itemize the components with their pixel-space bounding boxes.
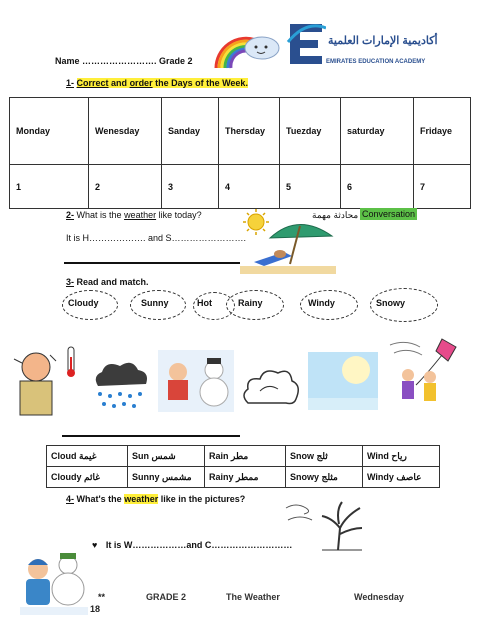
- word-and: and: [108, 78, 130, 88]
- writing-line: [64, 262, 240, 264]
- question-4-heading: [66, 494, 245, 504]
- footer-topic: The Weather: [226, 592, 280, 602]
- day-cell: Thersday: [219, 98, 280, 165]
- heart-bullet-icon: ♥: [92, 540, 98, 550]
- word-weather-highlight: weather: [124, 494, 159, 504]
- question-2-heading: [66, 210, 202, 220]
- match-word-snowy: Snowy: [376, 298, 406, 308]
- vocab-cell: Snowy مثلج: [286, 467, 363, 488]
- days-row: [10, 98, 471, 165]
- question-4-prefix: What's the: [76, 494, 125, 504]
- vocab-cell: Rainy ممطر: [205, 467, 286, 488]
- question-3-heading: [66, 277, 149, 287]
- snowman-children-illustration: [20, 545, 88, 615]
- rainbow-cloud-illustration: [210, 28, 282, 70]
- question-3-title: Read and match.: [76, 277, 149, 287]
- vocab-cell: Windy عاصف: [363, 467, 440, 488]
- conversation-label: Conversation: [362, 209, 416, 219]
- number-cell: 6: [341, 165, 414, 209]
- academy-logo-icon: [286, 18, 326, 68]
- vocabulary-row: [47, 467, 440, 488]
- match-word-windy: Windy: [308, 298, 335, 308]
- number-cell: 4: [219, 165, 280, 209]
- match-word-cloudy: Cloudy: [68, 298, 99, 308]
- word-weather: weather: [124, 210, 157, 220]
- match-word-hot: Hot: [197, 298, 212, 308]
- question-2-number: 2-: [66, 210, 75, 220]
- day-cell: Monday: [10, 98, 89, 165]
- cloud-outline-illustration: [240, 365, 302, 409]
- question-1-number: 1-: [66, 78, 75, 88]
- windy-children-kite-illustration: [386, 335, 466, 407]
- vocab-cell: Sunny مشمس: [128, 467, 205, 488]
- arabic-conversation-label: محادثة مهمة: [312, 210, 359, 220]
- vocab-cell: Sun شمس: [128, 446, 205, 467]
- match-word-sunny: Sunny: [141, 298, 169, 308]
- number-cell: 5: [280, 165, 341, 209]
- answer-line-windy-cloudy: [92, 540, 292, 550]
- word-order: order: [129, 78, 153, 88]
- question-3-number: 3-: [66, 277, 75, 287]
- footer-grade: GRADE 2: [146, 592, 187, 602]
- answer-line-hot-sunny: It is H………………. and S…………………….: [66, 233, 247, 243]
- number-cell: 2: [89, 165, 162, 209]
- name-grade-line: Name ……………………. Grade 2: [55, 56, 193, 66]
- day-cell: Sanday: [162, 98, 219, 165]
- numbers-row: [10, 165, 471, 209]
- rain-cloud-illustration: [88, 358, 152, 414]
- vocab-cell: Cloudy غائم: [47, 467, 128, 488]
- sunny-sky-illustration: [308, 352, 378, 410]
- footer-day: Wednesday: [354, 592, 404, 602]
- vocab-cell: Wind رياح: [363, 446, 440, 467]
- days-table: [9, 97, 471, 209]
- question-4-suffix: like in the pictures?: [158, 494, 246, 504]
- number-cell: 1: [10, 165, 89, 209]
- vocabulary-row: [47, 446, 440, 467]
- question-2-suffix: like today?: [156, 210, 202, 220]
- divider-line: [62, 435, 240, 437]
- sunny-beach-illustration: [240, 208, 336, 274]
- word-correct: Correct: [76, 78, 109, 88]
- vocab-cell: Cloud غيمة: [47, 446, 128, 467]
- logo-english-text: EMIRATES EDUCATION ACADEMY: [326, 59, 426, 65]
- vocabulary-table: [46, 445, 440, 488]
- day-cell: Fridaye: [414, 98, 471, 165]
- question-1-text: [77, 78, 248, 88]
- answer-text: It is W………………and C………………………: [105, 540, 293, 550]
- question-1-heading: [66, 78, 248, 88]
- day-cell: Tuezday: [280, 98, 341, 165]
- vocab-cell: Rain مطر: [205, 446, 286, 467]
- match-word-rainy: Rainy: [238, 298, 263, 308]
- question-1-rest: the Days of the Week.: [152, 78, 248, 88]
- footer-stars: **: [98, 592, 106, 602]
- vocab-cell: Snow ثلج: [286, 446, 363, 467]
- question-2-prefix: What is the: [76, 210, 125, 220]
- day-cell: saturday: [341, 98, 414, 165]
- page-number: 18: [90, 604, 101, 614]
- day-cell: Wenesday: [89, 98, 162, 165]
- windy-tree-illustration: [282, 498, 366, 552]
- number-cell: 3: [162, 165, 219, 209]
- question-4-number: 4-: [66, 494, 75, 504]
- snow-children-illustration: [158, 350, 234, 412]
- logo-arabic-text: أكاديمية الإمارات العلمية: [328, 35, 438, 47]
- number-cell: 7: [414, 165, 471, 209]
- hot-man-illustration: [10, 345, 80, 417]
